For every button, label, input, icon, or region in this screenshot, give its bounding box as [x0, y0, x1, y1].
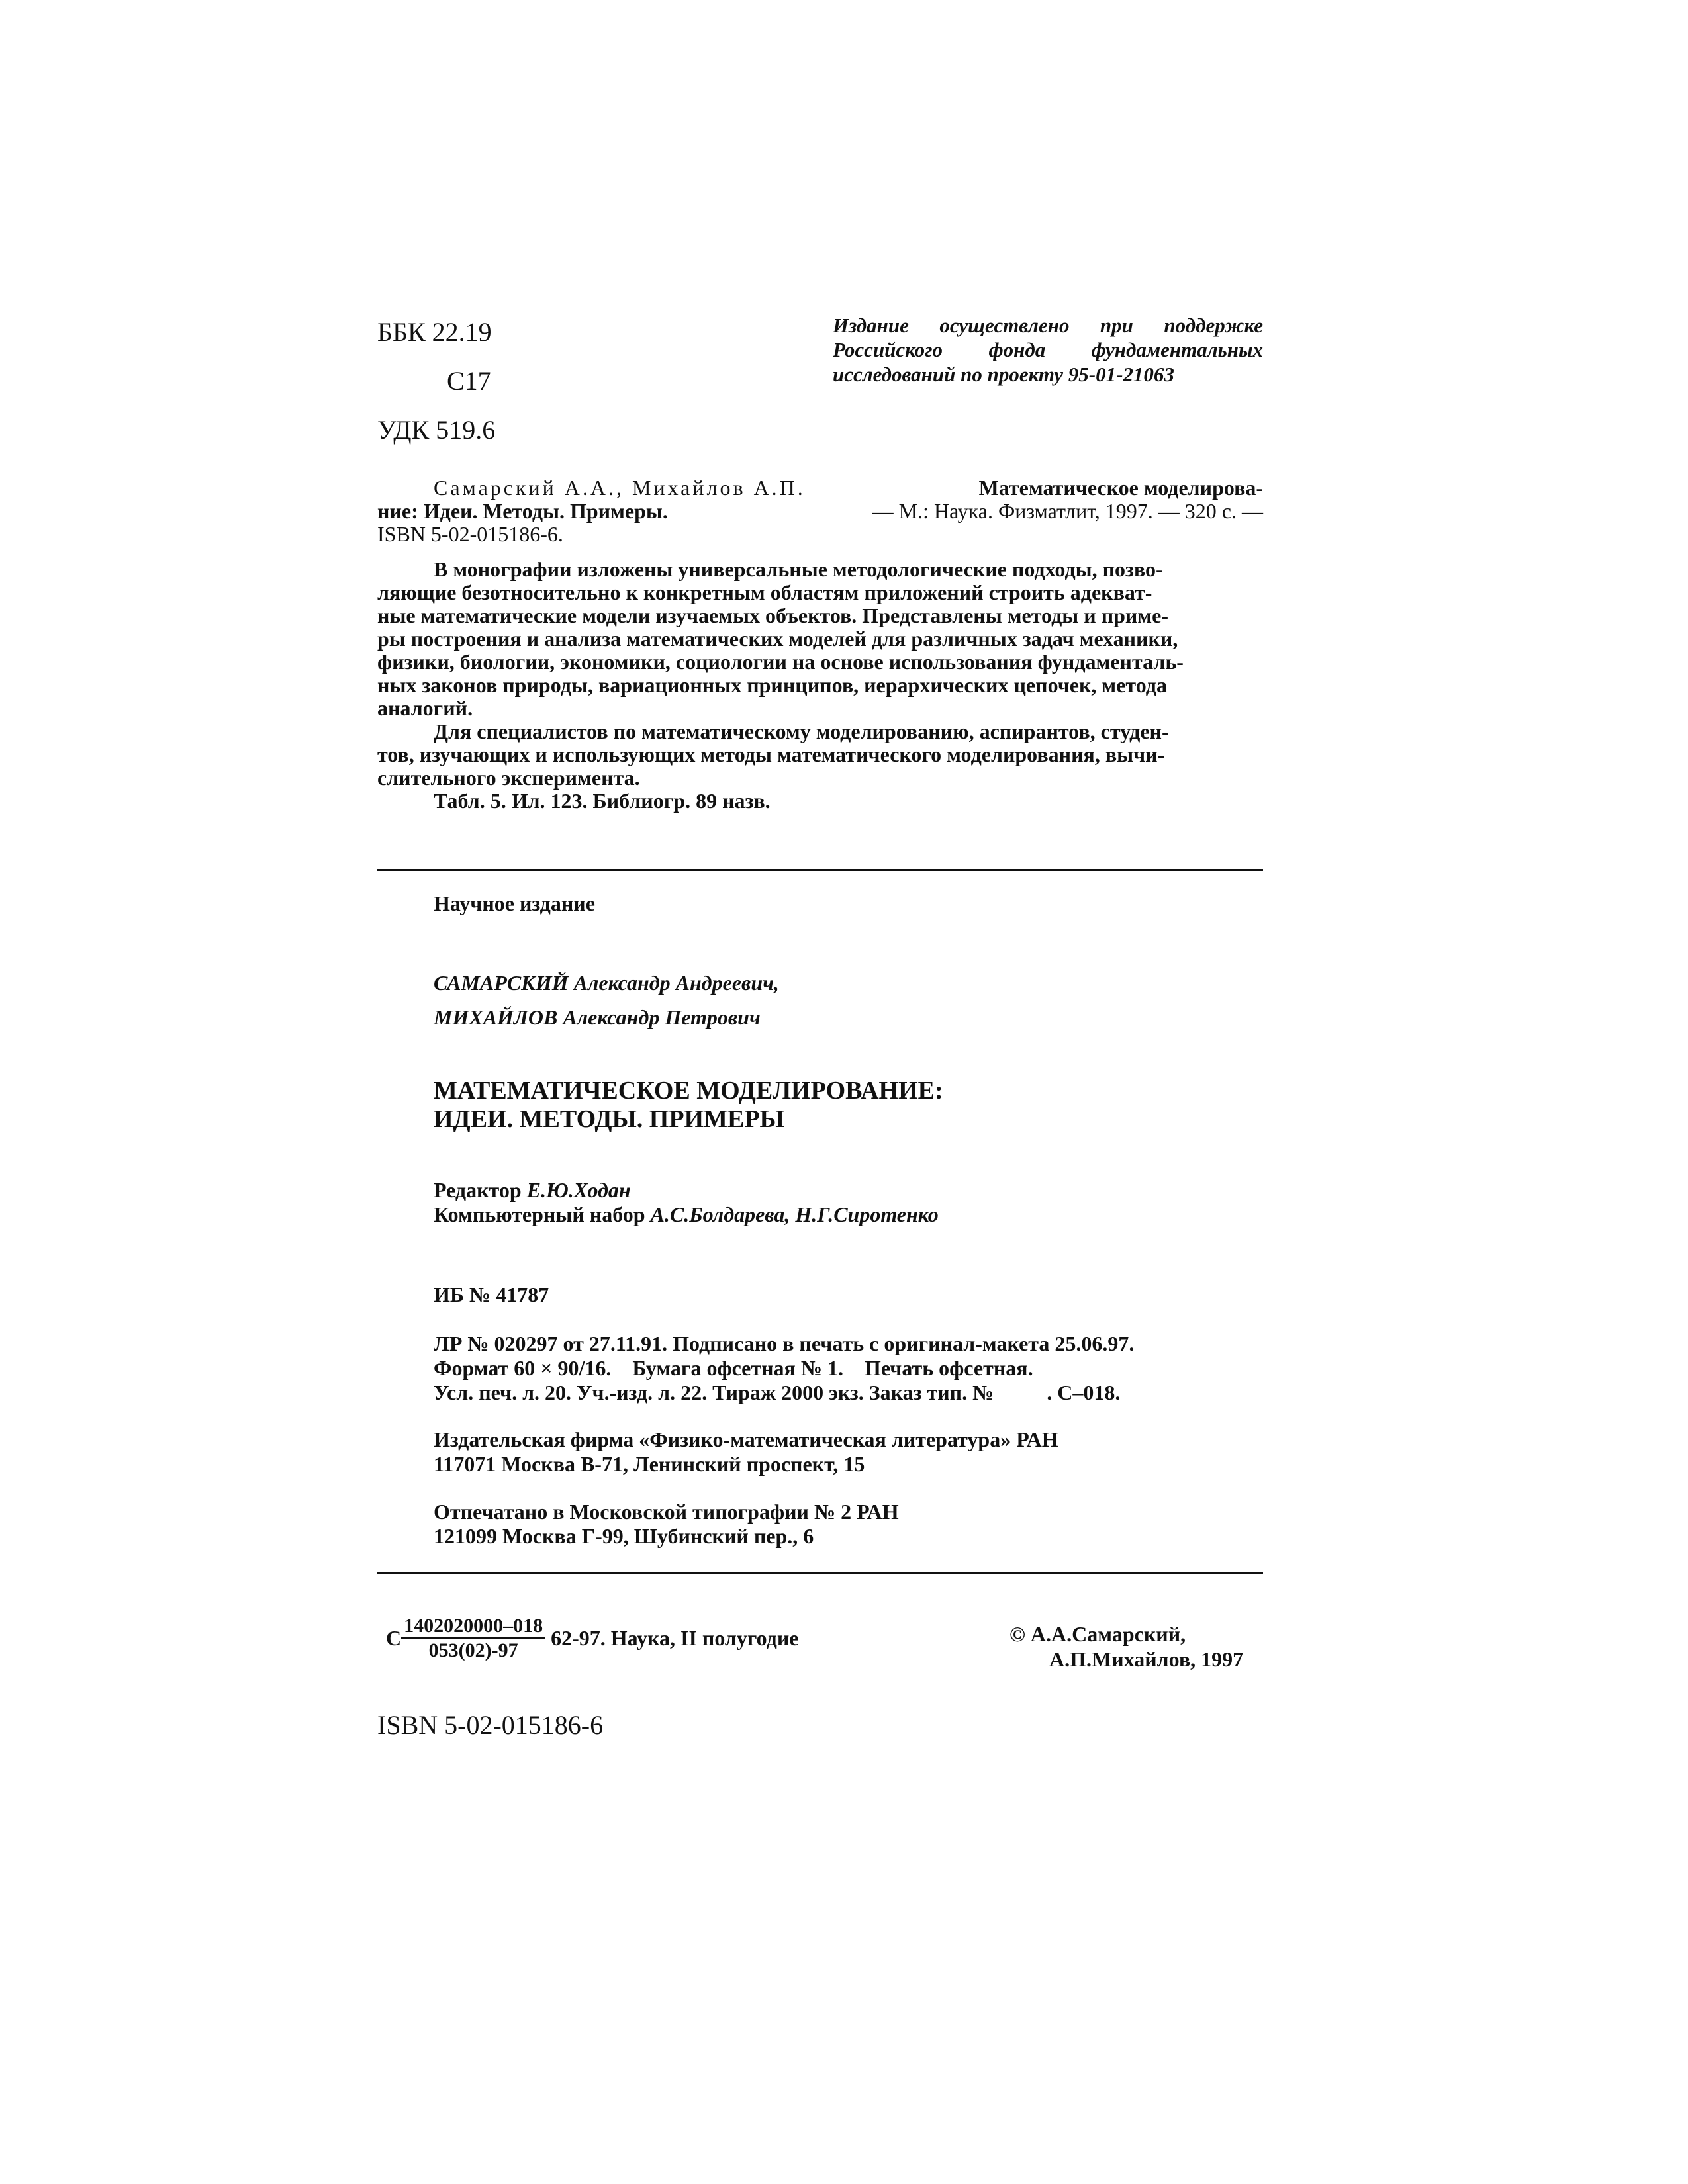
copyright [1009, 1621, 1243, 1672]
catalog-fraction [401, 1615, 545, 1662]
annotation-line: аналогий. [377, 696, 473, 720]
author1-surname: САМАРСКИЙ [434, 971, 569, 995]
print-data-line-1: ЛР № 020297 от 27.11.91. Подписано в печать с оригинал-макета 25.06.97. [434, 1332, 1135, 1355]
annotation-line: Для специалистов по математическому моделированию, аспирантов, студен- [434, 719, 1169, 743]
bbk-code: ББК 22.19 [377, 317, 492, 347]
annotation-stats: Табл. 5. Ил. 123. Библиогр. 89 назв. [434, 789, 771, 813]
book-title [434, 1077, 943, 1134]
catalog-suffix: 62-97. Наука, II полугодие [551, 1626, 799, 1650]
isbn: ISBN 5-02-015186-6 [377, 1710, 604, 1740]
print-data-line-2: Формат 60 × 90/16. Бумага офсетная № 1. Печать офсетная. [434, 1356, 1033, 1380]
typesetting-names: А.С.Болдарева, Н.Г.Сиротенко [650, 1203, 939, 1226]
publisher-line-1: Издательская фирма «Физико-математическая литература» РАН [434, 1428, 1058, 1451]
annotation-line: В монографии изложены универсальные методологические подходы, позво- [434, 557, 1163, 581]
credits [434, 1178, 939, 1227]
typesetting-label: Компьютерный набор [434, 1203, 645, 1226]
annotation-paragraph-1 [377, 558, 1263, 720]
annotation [377, 558, 1263, 813]
publisher [434, 1428, 1058, 1477]
annotation-line: ры построения и анализа математических моделей для различных задач механики, [377, 627, 1178, 651]
classification-codes [377, 308, 495, 455]
catalog-code [386, 1615, 799, 1662]
authors-block [434, 971, 779, 1030]
divider-top [377, 869, 1263, 871]
citation-authors: Самарский А.А., Михайлов А.П. [434, 476, 806, 500]
annotation-line: ляющие безотносительно к конкретным областям приложений строить адекват- [377, 580, 1152, 604]
edition-type: Научное издание [434, 891, 595, 915]
book-title-line-1: МАТЕМАТИЧЕСКОЕ МОДЕЛИРОВАНИЕ: [434, 1077, 943, 1105]
annotation-line: ных законов природы, вариационных принципов, иерархических цепочек, метода [377, 673, 1167, 697]
book-title-line-2: ИДЕИ. МЕТОДЫ. ПРИМЕРЫ [434, 1105, 784, 1133]
catalog-numerator: 1402020000–018 [401, 1615, 545, 1639]
annotation-line: слительного эксперимента. [377, 766, 640, 790]
annotation-paragraph-2 [377, 720, 1263, 790]
support-line-2: Российского фонда фундаментальных [833, 338, 1263, 361]
print-data [434, 1332, 1134, 1405]
support-line-1: Издание осуществлено при поддержке [833, 314, 1263, 337]
publisher-address: 117071 Москва В-71, Ленинский проспект, 15 [434, 1452, 865, 1476]
citation-title-part1: Математическое моделирова- [978, 476, 1263, 500]
citation-isbn: ISBN 5-02-015186-6. [377, 522, 563, 546]
annotation-line: физики, биологии, экономики, социологии на основе использования фундаменталь- [377, 650, 1184, 674]
copyright-line-2: А.П.Михайлов, 1997 [1049, 1647, 1244, 1671]
printer-address: 121099 Москва Г-99, Шубинский пер., 6 [434, 1524, 814, 1548]
udk-code: УДК 519.6 [377, 415, 496, 445]
support-note [833, 313, 1263, 387]
copyright-line-1: © А.А.Самарский, [1009, 1622, 1186, 1646]
author2-surname: МИХАЙЛОВ [434, 1005, 558, 1029]
citation-title-part2: ние: Идеи. Методы. Примеры. [377, 499, 668, 523]
author2-name: Александр Петрович [563, 1005, 761, 1029]
editor-label: Редактор [434, 1178, 522, 1202]
citation [377, 477, 1263, 546]
annotation-line: тов, изучающих и использующих методы математического моделирования, вычи- [377, 743, 1165, 766]
catalog-prefix: С [386, 1626, 402, 1650]
author1-name: Александр Андреевич, [573, 971, 779, 995]
catalog-denominator: 053(02)-97 [428, 1639, 518, 1661]
ib-number: ИБ № 41787 [434, 1283, 549, 1306]
annotation-line: ные математические модели изучаемых объектов. Представлены методы и приме- [377, 604, 1169, 627]
support-line-3: исследований по проекту 95-01-21063 [833, 363, 1174, 386]
author-mark: С17 [447, 366, 491, 396]
printer [434, 1500, 899, 1549]
editor-name: Е.Ю.Ходан [526, 1178, 631, 1202]
print-data-line-3: Усл. печ. л. 20. Уч.-изд. л. 22. Тираж 2000 экз. Заказ тип. № . С–018. [434, 1381, 1121, 1404]
printer-line-1: Отпечатано в Московской типографии № 2 РАН [434, 1500, 899, 1524]
divider-bottom [377, 1572, 1263, 1574]
citation-publication: — М.: Наука. Физматлит, 1997. — 320 с. — [872, 499, 1263, 523]
